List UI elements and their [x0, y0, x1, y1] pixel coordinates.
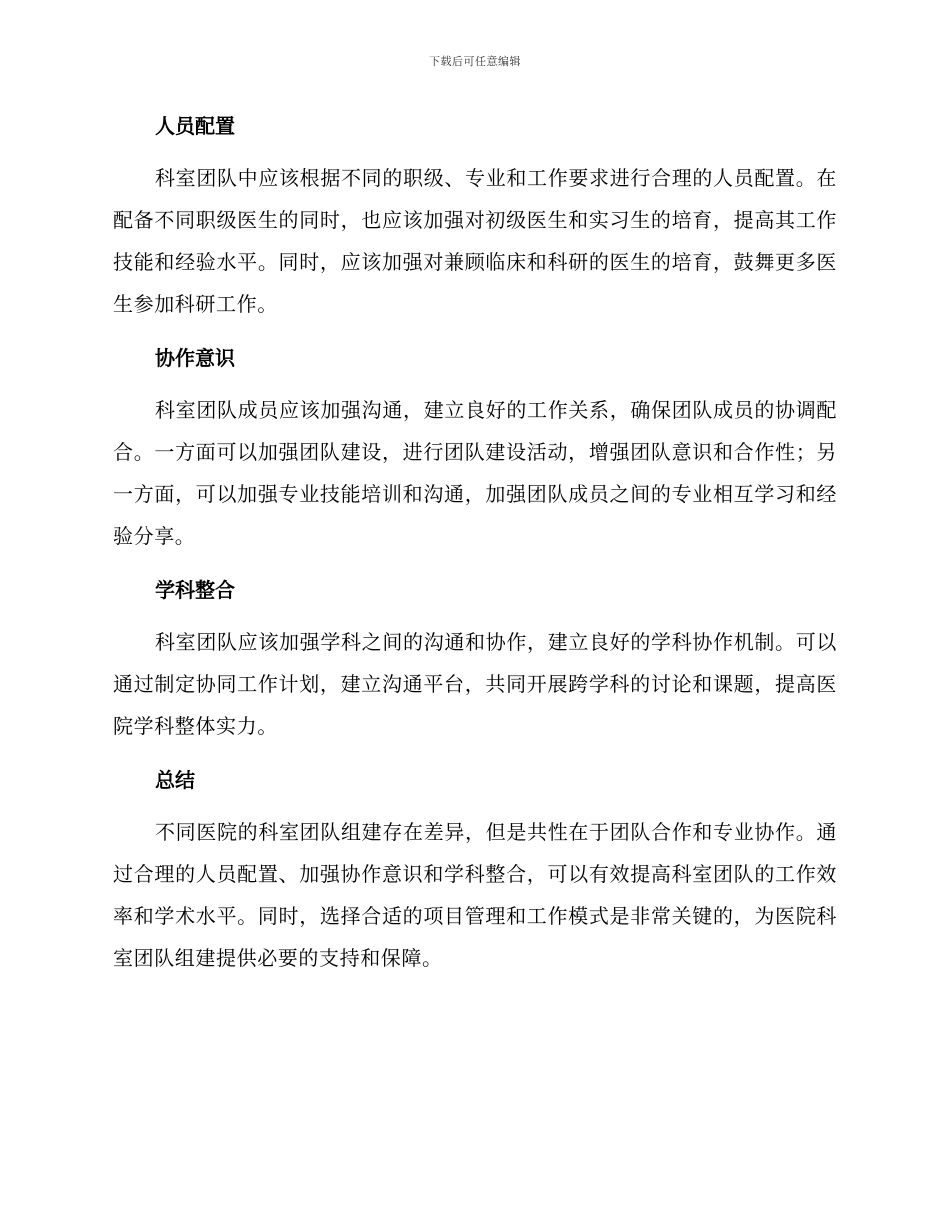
section-discipline-integration: [113, 573, 837, 747]
section-heading: 协作意识: [155, 346, 235, 370]
section-staffing: [113, 109, 837, 325]
section-heading: 人员配置: [155, 114, 235, 138]
section-summary: [113, 763, 837, 979]
section-paragraph: 科室团队成员应该加强沟通，建立良好的工作关系，确保团队成员的协调配合。一方面可以加强团队建设，进行团队建设活动，增强团队意识和合作性；另一方面，可以加强专业技能培训和沟通，加强团队成员之间的专业相互学习和经验分享。: [113, 398, 837, 548]
section-paragraph: 科室团队应该加强学科之间的沟通和协作，建立良好的学科协作机制。可以通过制定协同工作计划，建立沟通平台，共同开展跨学科的讨论和课题，提高医院学科整体实力。: [113, 630, 837, 738]
section-collaboration: [113, 341, 837, 557]
page-header: 下载后可任意编辑: [429, 55, 521, 68]
section-heading: 学科整合: [155, 578, 235, 602]
section-heading: 总结: [155, 768, 195, 792]
section-paragraph: 不同医院的科室团队组建存在差异，但是共性在于团队合作和专业协作。通过合理的人员配置、加强协作意识和学科整合，可以有效提高科室团队的工作效率和学术水平。同时，选择合适的项目管理和工作模式是非常关键的，为医院科室团队组建提供必要的支持和保障。: [113, 820, 837, 970]
document-body: [113, 109, 837, 995]
section-paragraph: 科室团队中应该根据不同的职级、专业和工作要求进行合理的人员配置。在配备不同职级医生的同时，也应该加强对初级医生和实习生的培育，提高其工作技能和经验水平。同时，应该加强对兼顾临床和科研的医生的培育，鼓舞更多医生参加科研工作。: [113, 166, 837, 316]
